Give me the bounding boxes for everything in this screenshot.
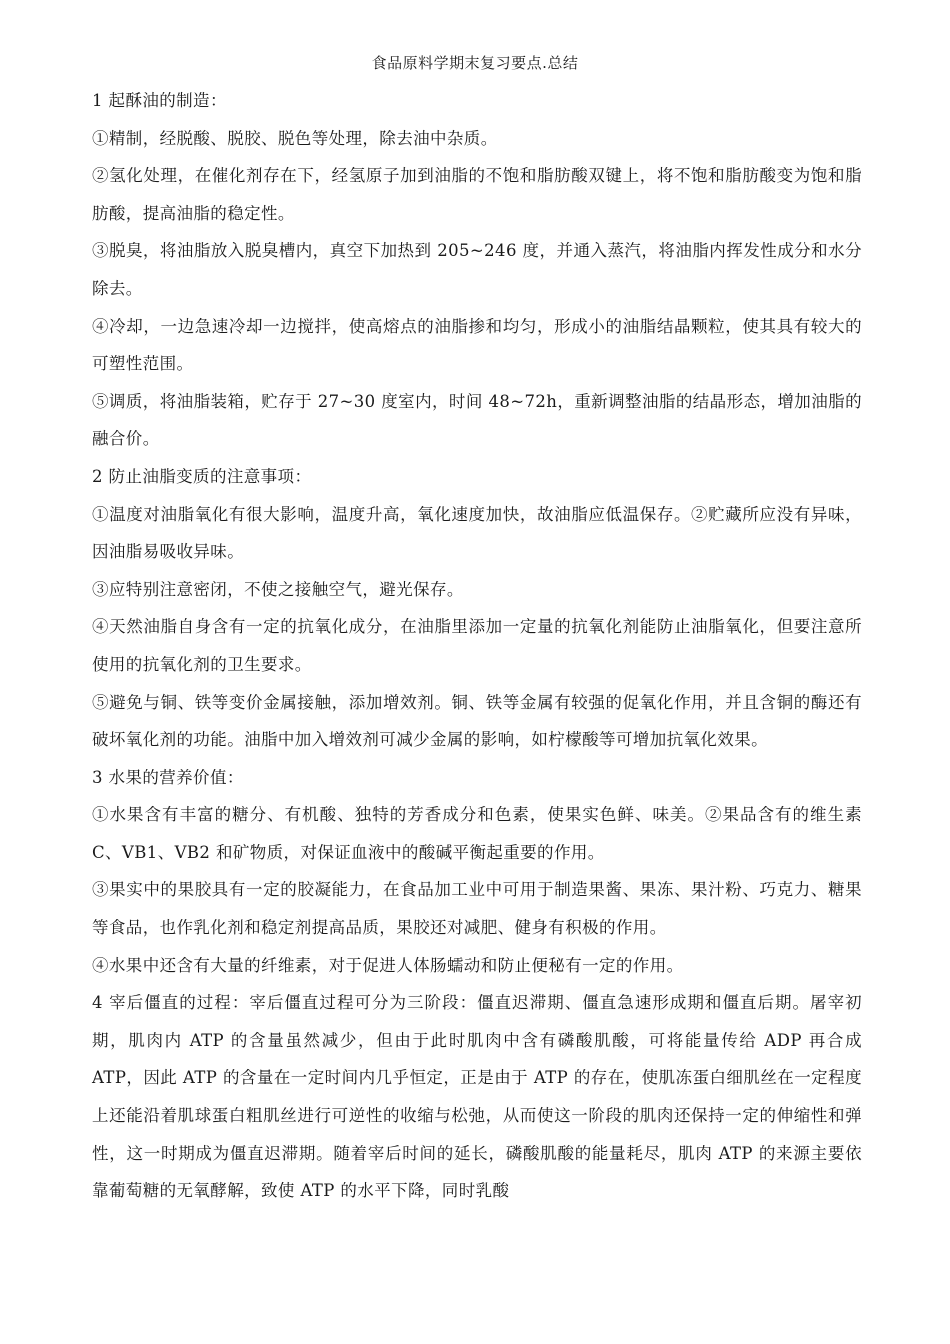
document-title: 食品原料学期末复习要点.总结 xyxy=(371,54,579,72)
paragraph-fruit-pectin: ③果实中的果胶具有一定的胶凝能力，在食品加工业中可用于制造果酱、果冻、果汁粉、巧克力、糖果等食品，也作乳化剂和稳定剂提高品质，果胶还对减肥、健身有积极的作用。 xyxy=(92,880,862,938)
paragraph-sealing: ③应特别注意密闭，不使之接触空气，避光保存。 xyxy=(92,579,464,599)
section-heading-oil-spoilage: 2 防止油脂变质的注意事项： xyxy=(92,466,312,486)
paragraph-antioxidants: ④天然油脂自身含有一定的抗氧化成分，在油脂里添加一定量的抗氧化剂能防止油脂氧化，但要注意所使用的抗氧化剂的卫生要求。 xyxy=(92,617,862,674)
paragraph-refining: ①精制，经脱酸、脱胶、脱色等处理，除去油中杂质。 xyxy=(92,128,498,148)
paragraph-hydrogenation: ②氢化处理，在催化剂存在下，经氢原子加到油脂的不饱和脂肪酸双键上，将不饱和脂肪酸变为饱和脂肪酸，提高油脂的稳定性。 xyxy=(92,166,862,223)
paragraph-fruit-sugars: ①水果含有丰富的糖分、有机酸、独特的芳香成分和色素，使果实色鲜、味美。②果品含有的维生素 C、VB1、VB2 和矿物质，对保证血液中的酸碱平衡起重要的作用。 xyxy=(92,805,862,862)
paragraph-tempering: ⑤调质，将油脂装箱，贮存于 27~30 度室内，时间 48~72h，重新调整油脂的结晶形态，增加油脂的融合价。 xyxy=(92,391,862,449)
section-heading-shortening: 1 起酥油的制造： xyxy=(92,91,227,110)
paragraph-deodorization: ③脱臭，将油脂放入脱臭槽内，真空下加热到 205~246 度，并通入蒸汽，将油脂内挥发性成分和水分除去。 xyxy=(92,241,862,298)
paragraph-metals: ⑤避免与铜、铁等变价金属接触，添加增效剂。铜、铁等金属有较强的促氧化作用，并且含铜的酶还有破坏氧化剂的功能。油脂中加入增效剂可减少金属的影响，如柠檬酸等可增加抗氧化效果。 xyxy=(92,692,862,750)
document-body xyxy=(92,82,862,1210)
paragraph-fruit-fiber: ④水果中还含有大量的纤维素，对于促进人体肠蠕动和防止便秘有一定的作用。 xyxy=(92,955,684,975)
paragraph-rigor-mortis: 4 宰后僵直的过程：宰后僵直过程可分为三阶段：僵直迟滞期、僵直急速形成期和僵直后期。屠宰初期，肌肉内 ATP 的含量虽然减少，但由于此时肌肉中含有磷酸肌酸，可将能量传给 ADP 再合成 ATP，因此 ATP 的含量在一定时间内几乎恒定，正是由于 ATP 的存在，使肌冻蛋白细肌丝在一定程度上还能沿着肌球蛋白粗肌丝进行可逆性的收缩与松弛，从而使这一阶段的肌肉还保持一定的伸缩性和弹性，这一时期成为僵直迟滞期。随着宰后时间的延长，磷酸肌酸的能量耗尽，肌肉 ATP 的来源主要依靠葡萄糖的无氧酵解，致使 ATP 的水平下降，同时乳酸 xyxy=(92,993,862,1201)
section-heading-fruit-nutrition: 3 水果的营养价值： xyxy=(92,767,244,787)
paragraph-cooling: ④冷却，一边急速冷却一边搅拌，使高熔点的油脂掺和均匀，形成小的油脂结晶颗粒，使其具有较大的可塑性范围。 xyxy=(92,316,862,374)
paragraph-temperature: ①温度对油脂氧化有很大影响，温度升高，氧化速度加快，故油脂应低温保存。②贮藏所应没有异味，因油脂易吸收异味。 xyxy=(92,504,862,562)
